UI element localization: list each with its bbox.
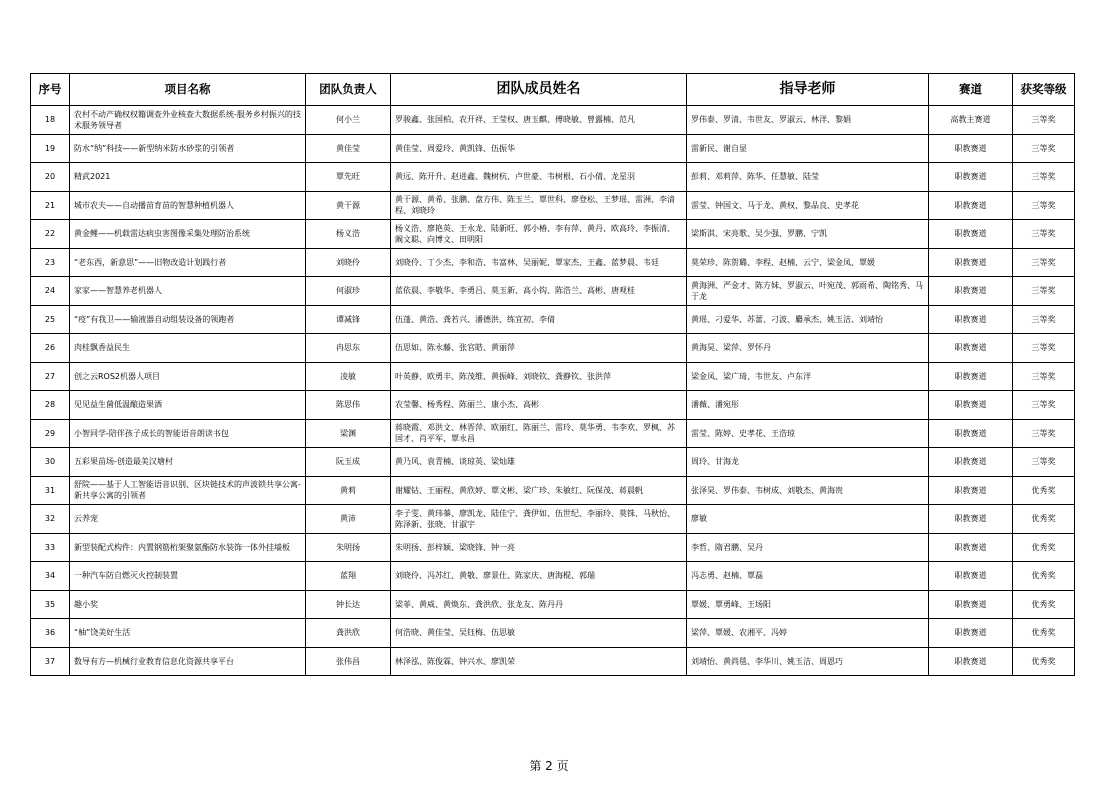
project-name-cell: 舒院——基于人工智能语音识别、区块链技术的声波锁共享公寓-新共享公寓的引领者 xyxy=(70,476,306,505)
track-cell: 职教赛道 xyxy=(929,163,1013,192)
advisors-cell: 梁萍、覃媛、农湘平、冯婷 xyxy=(687,619,929,648)
award-level-cell: 三等奖 xyxy=(1013,106,1075,135)
row-number-cell: 34 xyxy=(31,562,70,591)
team-members-cell: 刘晓伶、冯苏红、黄敬、廖景仕、陈家庆、唐海棍、郭瑞 xyxy=(391,562,687,591)
row-number-cell: 22 xyxy=(31,220,70,249)
team-leader-cell: 陈思伟 xyxy=(306,391,391,420)
team-leader-cell: 刘晓伶 xyxy=(306,248,391,277)
award-level-cell: 三等奖 xyxy=(1013,419,1075,448)
team-leader-cell: 冉思东 xyxy=(306,334,391,363)
row-number-cell: 18 xyxy=(31,106,70,135)
row-number-cell: 26 xyxy=(31,334,70,363)
track-cell: 职教赛道 xyxy=(929,391,1013,420)
row-number-cell: 25 xyxy=(31,305,70,334)
header-leader: 团队负责人 xyxy=(306,74,391,106)
team-leader-cell: 黄莉 xyxy=(306,476,391,505)
track-cell: 职教赛道 xyxy=(929,533,1013,562)
project-name-cell: 农村不动产确权权籍调查外业核查大数据系统-服务乡村振兴的技术服务领导者 xyxy=(70,106,306,135)
track-cell: 职教赛道 xyxy=(929,277,1013,306)
team-leader-cell: 覃先旺 xyxy=(306,163,391,192)
header-award: 获奖等级 xyxy=(1013,74,1075,106)
award-level-cell: 三等奖 xyxy=(1013,220,1075,249)
team-members-cell: 何浩晓、黄佳莹、吴钰梅、伍思敏 xyxy=(391,619,687,648)
project-name-cell: 城市农夫——自动播苗育苗的智慧种植机器人 xyxy=(70,191,306,220)
award-level-cell: 优秀奖 xyxy=(1013,562,1075,591)
track-cell: 职教赛道 xyxy=(929,220,1013,249)
award-level-cell: 优秀奖 xyxy=(1013,505,1075,534)
track-cell: 职教赛道 xyxy=(929,305,1013,334)
track-cell: 职教赛道 xyxy=(929,419,1013,448)
page-number: 第 2 页 xyxy=(529,759,569,773)
advisors-cell: 罗伟泰、罗清、韦世友、罗淑云、林洋、黎娟 xyxy=(687,106,929,135)
advisors-cell: 黄海洲、严金才、陈方妹、罗淑云、叶宛茂、郭雨希、陶铭秀、马于龙 xyxy=(687,277,929,306)
project-name-cell: 云养宠 xyxy=(70,505,306,534)
row-number-cell: 27 xyxy=(31,362,70,391)
team-leader-cell: 梁渊 xyxy=(306,419,391,448)
row-number-cell: 21 xyxy=(31,191,70,220)
team-members-cell: 谢耀钻、王丽程、黄欣婷、覃文彬、梁广珍、朱敏红、阮保茂、蒋晨帆 xyxy=(391,476,687,505)
award-level-cell: 优秀奖 xyxy=(1013,590,1075,619)
advisors-cell: 莫荣珍、陈贺璐、李程、赵楠、云宁、梁金凤、覃媛 xyxy=(687,248,929,277)
team-leader-cell: 龚洪欣 xyxy=(306,619,391,648)
team-members-cell: 刘晓伶、丁少杰、李和浩、韦富林、吴丽妮、覃家杰、王鑫、蓝梦晨、韦廷 xyxy=(391,248,687,277)
award-level-cell: 三等奖 xyxy=(1013,191,1075,220)
header-no: 序号 xyxy=(31,74,70,106)
row-number-cell: 33 xyxy=(31,533,70,562)
advisors-cell: 梁斯淇、宋亮歌、吴少强、罗鹏、宁凯 xyxy=(687,220,929,249)
table-row xyxy=(31,163,1075,192)
award-level-cell: 优秀奖 xyxy=(1013,533,1075,562)
table-row xyxy=(31,533,1075,562)
row-number-cell: 19 xyxy=(31,134,70,163)
advisors-cell: 雷新民、谢自显 xyxy=(687,134,929,163)
team-members-cell: 杨义浩、廖艳英、王永龙、陆新旺、郭小椿、李有萍、黄丹、欧高玲、李振清、阚文聪、向博文、田明阳 xyxy=(391,220,687,249)
project-name-cell: 黄金鲤——机载雷达病虫害图像采集处理防治系统 xyxy=(70,220,306,249)
header-advisors: 指导老师 xyxy=(687,74,929,106)
track-cell: 职教赛道 xyxy=(929,505,1013,534)
team-members-cell: 黄佳莹、周爱玲、黄凯锋、伍振华 xyxy=(391,134,687,163)
table-row xyxy=(31,590,1075,619)
track-cell: 职教赛道 xyxy=(929,647,1013,676)
project-name-cell: 数导有方—机械行业教育信息化资源共享平台 xyxy=(70,647,306,676)
advisors-cell: 黄瑶、刁爱华、苏蕾、刁波、麝承杰、姚玉洁、刘靖怡 xyxy=(687,305,929,334)
award-level-cell: 优秀奖 xyxy=(1013,647,1075,676)
header-project: 项目名称 xyxy=(70,74,306,106)
track-cell: 高教主赛道 xyxy=(929,106,1013,135)
team-members-cell: 伍思如、陈永藤、张官皓、黄丽萍 xyxy=(391,334,687,363)
advisors-cell: 张泽昊、罗伟泰、韦树成、刘敬杰、黄海贵 xyxy=(687,476,929,505)
team-members-cell: 朱明扬、彭梓颖、梁晓锋、钟一亮 xyxy=(391,533,687,562)
award-level-cell: 三等奖 xyxy=(1013,362,1075,391)
track-cell: 职教赛道 xyxy=(929,476,1013,505)
advisors-cell: 刘靖怡、黄尚毯、李华川、姚玉洁、周恩巧 xyxy=(687,647,929,676)
track-cell: 职教赛道 xyxy=(929,191,1013,220)
award-level-cell: 三等奖 xyxy=(1013,334,1075,363)
advisors-cell: 覃媛、覃勇峰、王场阳 xyxy=(687,590,929,619)
team-members-cell: 梁菲、黄威、黄焕东、龚洪欣、张龙友、陈丹丹 xyxy=(391,590,687,619)
team-leader-cell: 朱明扬 xyxy=(306,533,391,562)
project-name-cell: “疫”有我卫——输液器自动组装设备的领跑者 xyxy=(70,305,306,334)
advisors-cell: 黄海昊、梁萍、罗怀丹 xyxy=(687,334,929,363)
header-row xyxy=(31,74,1075,106)
row-number-cell: 28 xyxy=(31,391,70,420)
award-level-cell: 三等奖 xyxy=(1013,248,1075,277)
team-leader-cell: 黄佳莹 xyxy=(306,134,391,163)
team-leader-cell: 何淑珍 xyxy=(306,277,391,306)
team-leader-cell: 黄干源 xyxy=(306,191,391,220)
project-name-cell: “柚”饶美好生活 xyxy=(70,619,306,648)
table-row xyxy=(31,277,1075,306)
table-row xyxy=(31,305,1075,334)
track-cell: 职教赛道 xyxy=(929,562,1013,591)
row-number-cell: 31 xyxy=(31,476,70,505)
track-cell: 职教赛道 xyxy=(929,248,1013,277)
team-members-cell: 农莹馨、杨秀程、陈丽兰、康小杰、高彬 xyxy=(391,391,687,420)
project-name-cell: 五彩果苗场-创造最美汉塘村 xyxy=(70,448,306,477)
track-cell: 职教赛道 xyxy=(929,134,1013,163)
table-row xyxy=(31,134,1075,163)
project-name-cell: 肉桂飘香益民生 xyxy=(70,334,306,363)
row-number-cell: 37 xyxy=(31,647,70,676)
row-number-cell: 35 xyxy=(31,590,70,619)
advisors-cell: 彭莉、邓莉萍、陈华、任慧敏、陆莹 xyxy=(687,163,929,192)
project-name-cell: 家家——智慧养老机器人 xyxy=(70,277,306,306)
project-name-cell: “老东西，新意思”——旧物改造计划践行者 xyxy=(70,248,306,277)
project-name-cell: 新型装配式构件：内置钢筋桁架聚氨酯防水装饰一体外挂墙板 xyxy=(70,533,306,562)
table-row xyxy=(31,248,1075,277)
row-number-cell: 36 xyxy=(31,619,70,648)
team-members-cell: 罗骏鑫、张国柏、农开祥、王莹权、唐玉麒、傅晓敏、曾露楠、范凡 xyxy=(391,106,687,135)
table-row xyxy=(31,191,1075,220)
track-cell: 职教赛道 xyxy=(929,334,1013,363)
advisors-cell: 周玲、甘海龙 xyxy=(687,448,929,477)
table-row xyxy=(31,362,1075,391)
track-cell: 职教赛道 xyxy=(929,448,1013,477)
team-members-cell: 黄远、陈开升、赵进鑫、魏树杭、卢世豪、韦树根、石小倩、龙星羽 xyxy=(391,163,687,192)
award-level-cell: 三等奖 xyxy=(1013,448,1075,477)
project-name-cell: 防水“纳”科技——新型纳米防水砂浆的引领者 xyxy=(70,134,306,163)
advisors-cell: 李哲、隋君鹏、吴丹 xyxy=(687,533,929,562)
row-number-cell: 30 xyxy=(31,448,70,477)
team-leader-cell: 凌敏 xyxy=(306,362,391,391)
track-cell: 职教赛道 xyxy=(929,362,1013,391)
award-level-cell: 优秀奖 xyxy=(1013,476,1075,505)
track-cell: 职教赛道 xyxy=(929,590,1013,619)
team-leader-cell: 蓝翔 xyxy=(306,562,391,591)
award-level-cell: 优秀奖 xyxy=(1013,619,1075,648)
advisors-cell: 潘薇、潘宛彤 xyxy=(687,391,929,420)
header-members: 团队成员姓名 xyxy=(391,74,687,106)
team-leader-cell: 谭减锋 xyxy=(306,305,391,334)
table-row xyxy=(31,647,1075,676)
team-leader-cell: 张伟昌 xyxy=(306,647,391,676)
project-name-cell: 见见益生菌低温酿造果酒 xyxy=(70,391,306,420)
award-level-cell: 三等奖 xyxy=(1013,163,1075,192)
award-level-cell: 三等奖 xyxy=(1013,277,1075,306)
team-members-cell: 蒋晓霞、邓洪文、林晋萍、欧丽红、陈丽兰、雷玲、莫华勇、韦李欢、罗枫、苏国才、肖平军、覃永昌 xyxy=(391,419,687,448)
project-name-cell: 精武2021 xyxy=(70,163,306,192)
team-leader-cell: 黄沛 xyxy=(306,505,391,534)
advisors-cell: 廖敏 xyxy=(687,505,929,534)
table-row xyxy=(31,106,1075,135)
table-row xyxy=(31,505,1075,534)
header-track: 赛道 xyxy=(929,74,1013,106)
team-leader-cell: 杨义浩 xyxy=(306,220,391,249)
team-leader-cell: 阮玉成 xyxy=(306,448,391,477)
team-members-cell: 叶英静、欧勇丰、陈茂维、黄振峰、刘晓钦、龚静钦、张洪萍 xyxy=(391,362,687,391)
team-members-cell: 黄乃风、袁青楠、谈琼英、梁灿雄 xyxy=(391,448,687,477)
team-leader-cell: 钟长达 xyxy=(306,590,391,619)
project-name-cell: 小智同学-陪伴孩子成长的智能语音朗读书包 xyxy=(70,419,306,448)
row-number-cell: 32 xyxy=(31,505,70,534)
advisors-cell: 雷莹、陈婷、史孝花、王浩琼 xyxy=(687,419,929,448)
team-members-cell: 蓝依晨、李敬华、李勇吕、莫玉新、高小钩、陈浩兰、高彬、唐观桂 xyxy=(391,277,687,306)
row-number-cell: 23 xyxy=(31,248,70,277)
table-row xyxy=(31,391,1075,420)
table-row xyxy=(31,562,1075,591)
team-members-cell: 李子雯、黄玮蓁、廖凯龙、陆佳宁、龚伊如、伍世纪、李丽玲、莫铢、马秋怡、陈泽新、张晓、甘淑宇 xyxy=(391,505,687,534)
project-name-cell: 一种汽车防自燃灭火控制装置 xyxy=(70,562,306,591)
table-row xyxy=(31,419,1075,448)
project-name-cell: 趣小奖 xyxy=(70,590,306,619)
row-number-cell: 29 xyxy=(31,419,70,448)
table-row xyxy=(31,476,1075,505)
team-members-cell: 林泽泓、陈俊霖、钟兴水、廖凯荣 xyxy=(391,647,687,676)
table-row xyxy=(31,334,1075,363)
track-cell: 职教赛道 xyxy=(929,619,1013,648)
table-row xyxy=(31,448,1075,477)
advisors-cell: 梁金凤、梁广琦、韦世友、卢东洋 xyxy=(687,362,929,391)
project-name-cell: 创之云ROS2机器人项目 xyxy=(70,362,306,391)
table-row xyxy=(31,220,1075,249)
award-level-cell: 三等奖 xyxy=(1013,305,1075,334)
row-number-cell: 24 xyxy=(31,277,70,306)
award-level-cell: 三等奖 xyxy=(1013,391,1075,420)
team-members-cell: 黄干源、黄希、张鹏、盘方伟、陈玉兰、覃世科、廖登松、王梦瑶、雷洲、李清程、刘晓玲 xyxy=(391,191,687,220)
row-number-cell: 20 xyxy=(31,163,70,192)
team-members-cell: 伍蓬、黄浩、龚若兴、潘德洪、练宜初、李倩 xyxy=(391,305,687,334)
advisors-cell: 冯志勇、赵楠、覃磊 xyxy=(687,562,929,591)
table-row xyxy=(31,619,1075,648)
advisors-cell: 雷莹、钟国文、马于龙、黄权、黎品良、史孝花 xyxy=(687,191,929,220)
awards-table xyxy=(30,73,1075,676)
team-leader-cell: 何小兰 xyxy=(306,106,391,135)
award-level-cell: 三等奖 xyxy=(1013,134,1075,163)
